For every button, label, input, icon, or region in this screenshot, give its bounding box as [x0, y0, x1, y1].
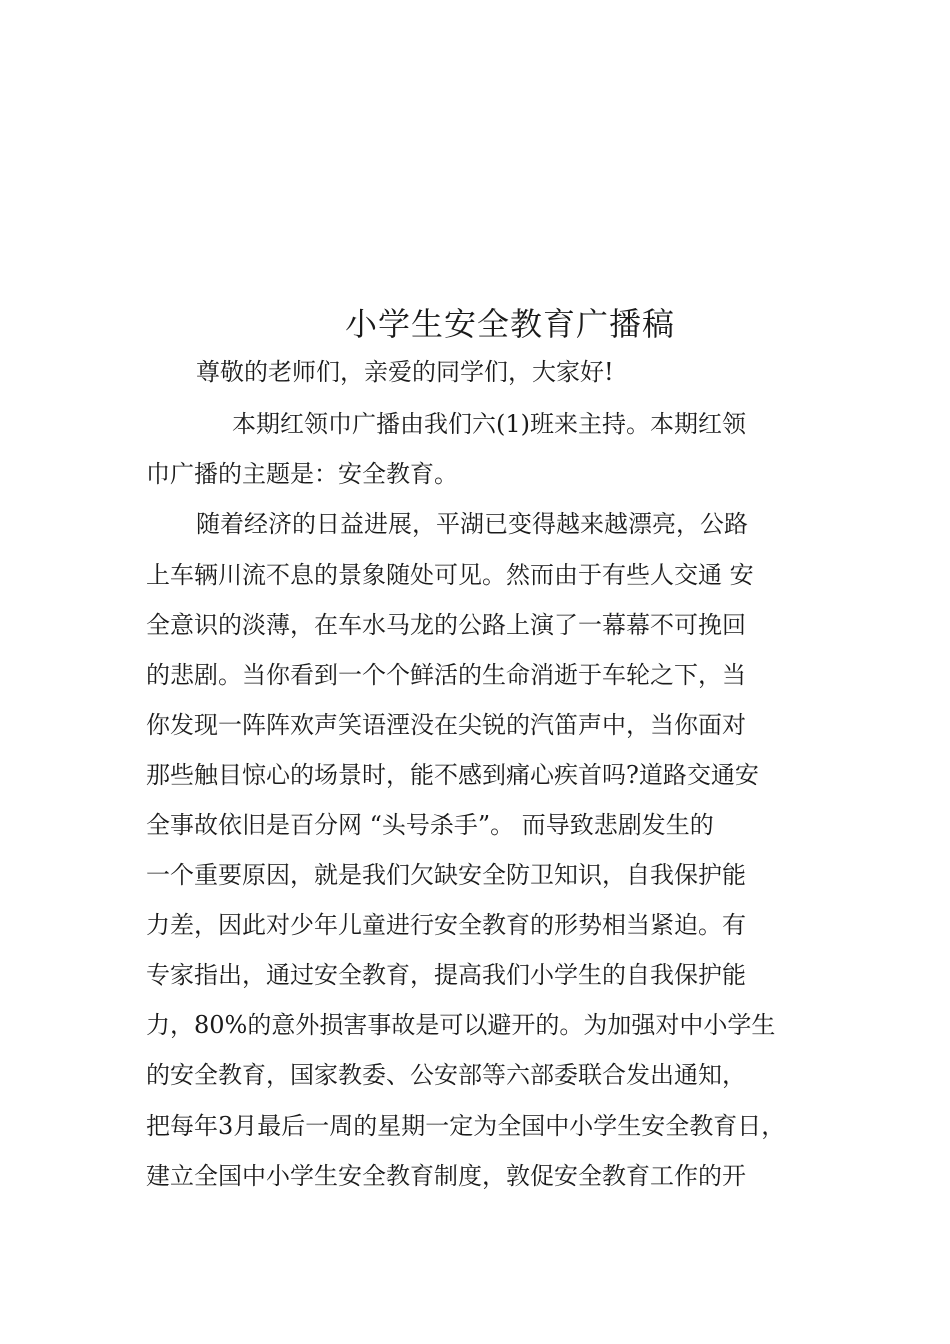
paragraph-line: 全意识的淡薄，在车水马龙的公路上演了一幕幕不可挽回	[146, 611, 746, 639]
paragraph-line: 随着经济的日益进展，平湖已变得越来越漂亮，公路	[196, 510, 748, 538]
paragraph-line: 的安全教育，国家教委、公安部等六部委联合发出通知，	[146, 1061, 746, 1089]
paragraph-line: 力差，因此对少年儿童进行安全教育的形势相当紧迫。有	[146, 911, 746, 939]
paragraph-line: 巾广播的主题是：安全教育。	[146, 460, 458, 488]
paragraph-line: 那些触目惊心的场景时，能不感到痛心疾首吗?道路交通安	[146, 761, 759, 789]
paragraph-line: 力，80%的意外损害事故是可以避开的。为加强对中小学生	[146, 1011, 776, 1039]
paragraph-line: 把每年3月最后一周的星期一定为全国中小学生安全教育日，	[146, 1112, 786, 1140]
paragraph-line: 专家指出，通过安全教育，提高我们小学生的自我保护能	[146, 961, 746, 989]
paragraph-line: 本期红领巾广播由我们六(1)班来主持。本期红领	[232, 410, 746, 438]
paragraph-line: 一个重要原因，就是我们欠缺安全防卫知识，自我保护能	[146, 861, 746, 889]
document-title: 小学生安全教育广播稿	[344, 305, 675, 343]
greeting-line: 尊敬的老师们，亲爱的同学们，大家好!	[196, 358, 614, 386]
paragraph-line: 的悲剧。当你看到一个个鲜活的生命消逝于车轮之下，当	[146, 661, 746, 689]
paragraph-line: 全事故依旧是百分网 “头号杀手”。 而导致悲剧发生的	[146, 811, 714, 839]
paragraph-line: 上车辆川流不息的景象随处可见。然而由于有些人交通 安	[146, 561, 754, 589]
paragraph-line: 建立全国中小学生安全教育制度，敦促安全教育工作的开	[146, 1162, 746, 1190]
paragraph-line: 你发现一阵阵欢声笑语湮没在尖锐的汽笛声中，当你面对	[146, 711, 746, 739]
